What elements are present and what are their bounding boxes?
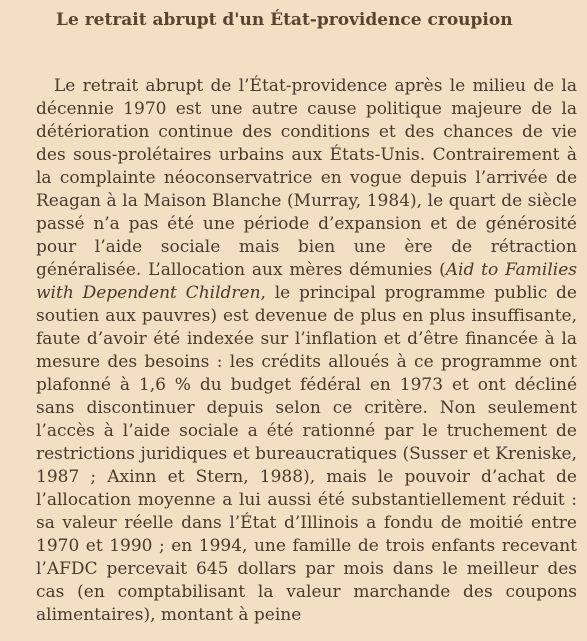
paragraph-text-end: , le principal programme public de soutien aux pauvres) est devenue de plus en plus insuffisante, faute d’avoir été indexée sur l’inflation et d’être financée à la mesure des besoins : les crédits alloués à ce programme ont plafonné à 1,6 % du budget fédéral en 1973 et ont décliné sans discontinuer depuis selon ce critère. Non seulement l’accès à l’aide sociale a été rationné par le truchement de restrictions juridiques et bureaucratiques (Susser et Kreniske, 1987 ; Axinn et Stern, 1988), mais le pouvoir d’achat de l’allocation moyenne a lui aussi été substantiellement réduit : sa valeur réelle dans l’État d’Illinois a fondu de moitié entre 1970 et 1990 ; en 1994, une famille de trois enfants recevant l’AFDC percevait 645 dollars par mois dans le meilleur des cas (en comptabilisant la valeur marchande des coupons alimentaires), montant à peine (36, 283, 577, 625)
paragraph-text-start: Le retrait abrupt de l’État-providence après le milieu de la décennie 1970 est une autre cause politique majeure de la détérioration continue des conditions et des chances de vie des sous-prolétaires urbains aux États-Unis. Contrairement à la complainte néoconservatrice en vogue depuis l’arrivée de Reagan à la Maison Blanche (Murray, 1984), le quart de siècle passé n’a pas été une période d’expansion et de générosité pour l’aide sociale mais bien une ère de rétraction généralisée. L’allocation aux mères démunies ( (36, 76, 577, 280)
body-paragraph (36, 75, 577, 627)
section-title: Le retrait abrupt d'un État-providence croupion (56, 10, 513, 30)
program-name-italic: Aid to Families with Dependent Children (36, 260, 577, 303)
